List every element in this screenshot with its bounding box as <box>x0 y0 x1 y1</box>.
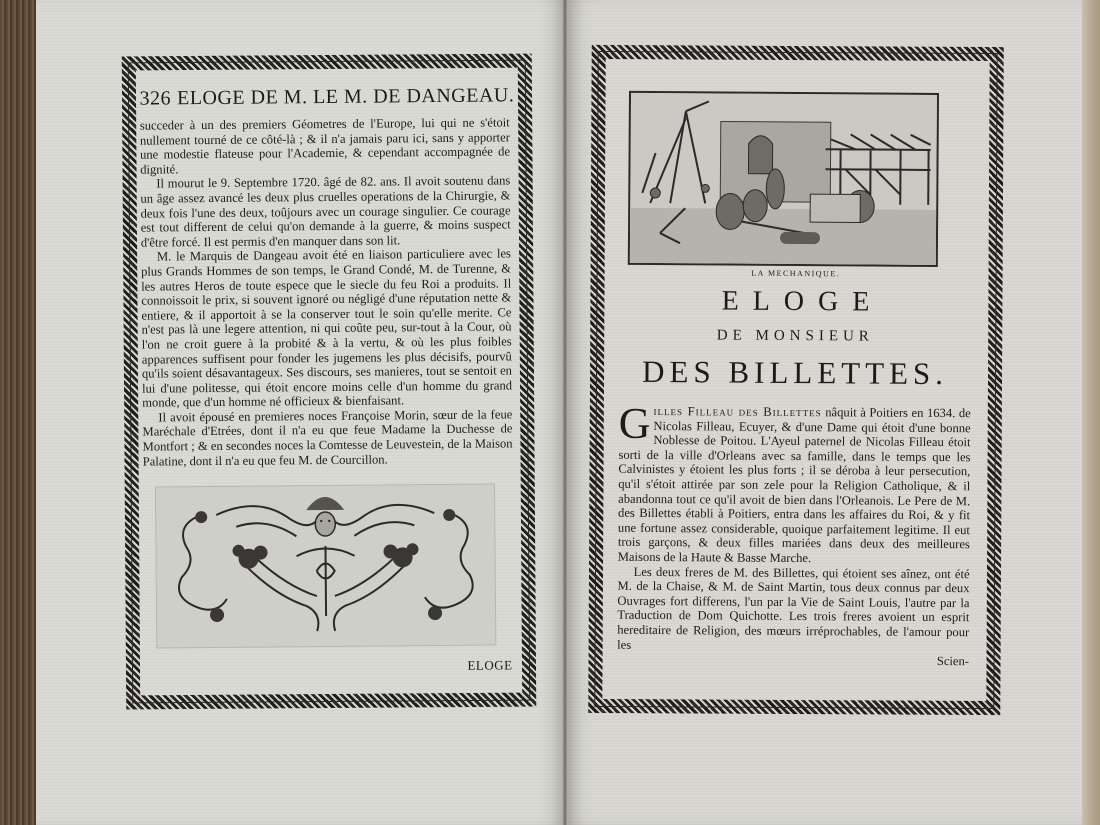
running-head-title: ELOGE DE M. LE M. DE DANGEAU. <box>176 84 515 110</box>
cartouche-icon <box>156 485 495 648</box>
page-block-edge-right <box>1082 0 1100 825</box>
right-page-content <box>617 91 973 669</box>
paragraph: succeder à un des premiers Géometres de l'Europe, lui qui ne s'étoit nullement tourné de ce côté-là ; & il n'a jamais paru ici, sans y apporter une modestie flateuse pour l'Academie, & cependant accompagnée de dignité. <box>139 115 511 177</box>
catchword: ELOGE <box>467 657 513 674</box>
paragraph-text: nâquit à Poitiers en 1634. de Nicolas Filleau, Ecuyer, & d'une Dame qui étoit d'une bonne Noblesse de Poitou. L'Ayeul paternel de Nicolas Filleau étoit sorti de la ville d'Orleans avec sa famille, dans le temps que les Calvinistes y étoient les plus forts ; il se déroba à leur persecution, qu'il s'étoit attirée par son zele pour la Religion Catholique, & il abandonna tout ce qu'il avoit de bien dans l'Orleanois. Le Pere de M. des Billettes établi à Poitiers, entra dans les affaires du Roi, & y fit une fortune assez considerable, quoique parfaitement legitime. Il eut trois garçons, & deux filles mariées dans deux des meilleures Maisons de la Haute & Basse Marche. <box>617 405 971 566</box>
title-de-monsieur: DE MONSIEUR <box>716 327 874 345</box>
opening-paragraph <box>617 398 971 567</box>
paragraph: Il avoit épousé en premieres noces Françoise Morin, sœur de la feue Maréchale d'Etrées, dont il n'a eu que feue Madame la Duchesse de Montfort ; & en secondes noces la Comtesse de Leuvestein, de la Maison Palatine, dont il n'a eu que feu M. de Courcillon. <box>142 407 513 469</box>
lead-smallcaps: illes Filleau des Billettes <box>653 404 822 420</box>
title-des-billettes: DES BILLETTES. <box>641 353 949 392</box>
workshop-engraving-icon <box>630 93 937 265</box>
left-page-content <box>139 78 514 676</box>
running-head <box>139 84 515 110</box>
engraved-plate-image <box>628 91 939 267</box>
paragraph: Les deux freres de M. des Billettes, qui étoient ses aînez, ont été M. de la Chaise, & M. de Saint Martin, tous deux connus par deux Ouvrages fort differens, l'un par la Vie de Saint Louis, l'autre par la Traduction de Dom Quichotte. Les trois freres avoient un esprit hereditaire de Religion, des mœurs irréprochables, de l'amour pour les <box>617 564 970 652</box>
book-gutter <box>562 0 568 825</box>
catchword: Scien- <box>936 654 970 669</box>
title-eloge: ELOGE <box>721 285 884 318</box>
page-number: 326 <box>139 87 172 110</box>
plate-caption: LA MECHANIQUE. <box>751 268 841 279</box>
paragraph: M. le Marquis de Dangeau avoit été en liaison particuliere avec les plus Grands Hommes de son temps, le Grand Condé, M. de Turenne, & les autres Heros de toute espece que le siecle du feu Roi a produits. Il connoissoit le prix, si souvent ignoré ou négligé d'une réputation nette & entiere, & il apportoit à se la conserver tout le soin qu'elle merite. Ce n'est pas là une legere attention, ni qui coûte peu, sur-tout à la Cour, où l'on ne croit guere à la probité & à la vertu, & où les plus foibles apparences suffisent pour fonder les jugemens les plus décisifs, pourvû qu'ils soient désavantageux. Ses discours, ses manieres, tout se sentoit en lui d'une politesse, qui étoit encore moins celle d'un homme du grand monde, que d'un homme né officieux & bienfaisant. <box>141 246 513 410</box>
ornamental-vignette-image <box>155 484 496 649</box>
paragraph: Il mourut le 9. Septembre 1720. âgé de 82. ans. Il avoit soutenu dans un âge assez avancé les deux plus cruelles operations de la Chirurgie, & deux fois l'une des deux, toûjours avec un courage singulier. Ce courage est tout different de celui qu'on demande à la guerre, & moins suspect d'être forcé. Il est permis d'en manquer dans son lit. <box>140 173 511 250</box>
page-block-edge-left <box>0 0 40 825</box>
drop-cap: G <box>618 398 651 448</box>
